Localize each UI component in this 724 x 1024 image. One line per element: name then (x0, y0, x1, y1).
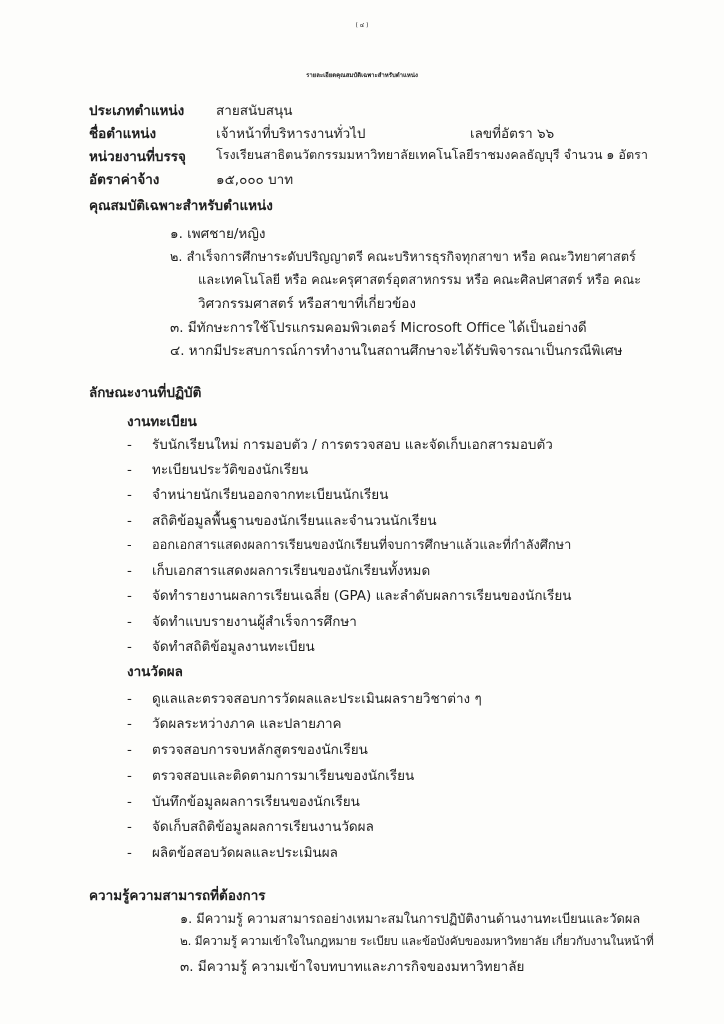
duties-heading: ลักษณะงานที่ปฏิบัติ (89, 385, 202, 401)
qualification-item: ๓. มีทักษะการใช้โปรแกรมคอมพิวเตอร์ Microsoft Office ได้เป็นอย่างดี (170, 320, 587, 336)
qualifications-heading: คุณสมบัติเฉพาะสำหรับตำแหน่ง (89, 198, 273, 214)
duty-item: - จำหน่ายนักเรียนออกจากทะเบียนนักเรียน (127, 487, 389, 503)
duty-item: - ทะเบียนประวัติของนักเรียน (127, 462, 309, 478)
registration-heading: งานทะเบียน (127, 414, 197, 430)
rate-number: เลขที่อัตรา ๖๖ (470, 126, 555, 142)
evaluation-heading: งานวัดผล (127, 664, 183, 680)
duty-item: - ออกเอกสารแสดงผลการเรียนของนักเรียนที่จบการศึกษาแล้วและที่กำลังศึกษา (127, 538, 572, 553)
unit-value: โรงเรียนสาธิตนวัตกรรมมหาวิทยาลัยเทคโนโลยีราชมงคลธัญบุรี จำนวน ๑ อัตรา (216, 147, 649, 162)
knowledge-item: ๑. มีความรู้ ความสามารถอย่างเหมาะสมในการปฏิบัติงานด้านงานทะเบียนและวัดผล (180, 912, 641, 927)
qualification-item-cont: วิศวกรรมศาสตร์ หรือสาขาที่เกี่ยวข้อง (198, 296, 416, 312)
knowledge-item: ๓. มีความรู้ ความเข้าใจบทบาทและภารกิจของมหาวิทยาลัย (180, 959, 525, 975)
duty-item: - เก็บเอกสารแสดงผลการเรียนของนักเรียนทั้งหมด (127, 563, 431, 579)
duty-item: - วัดผลระหว่างภาค และปลายภาค (127, 716, 342, 732)
type-value: สายสนับสนุน (216, 103, 293, 119)
qualification-item: ๔. หากมีประสบการณ์การทำงานในสถานศึกษาจะได้รับพิจารณาเป็นกรณีพิเศษ (170, 343, 623, 359)
duty-item: - ตรวจสอบและติดตามการมาเรียนของนักเรียน (127, 768, 415, 784)
qualification-item-cont: และเทคโนโลยี หรือ คณะครุศาสตร์อุตสาหกรรม หรือ คณะศิลปศาสตร์ หรือ คณะ (198, 273, 641, 288)
page-title: รายละเอียดคุณสมบัติเฉพาะสำหรับตำแหน่ง (306, 72, 418, 79)
duty-item: - ตรวจสอบการจบหลักสูตรของนักเรียน (127, 742, 368, 758)
type-label: ประเภทตำแหน่ง (89, 103, 185, 119)
knowledge-heading: ความรู้ความสามารถที่ต้องการ (89, 888, 266, 904)
qualification-item: ๑. เพศชาย/หญิง (170, 226, 266, 242)
page-number: ( ๔ ) (355, 22, 369, 29)
duty-item: - สถิติข้อมูลพื้นฐานของนักเรียนและจำนวนนักเรียน (127, 513, 437, 529)
salary-value: ๑๕,๐๐๐ บาท (216, 172, 294, 188)
duty-item: - บันทึกข้อมูลผลการเรียนของนักเรียน (127, 794, 360, 810)
position-label: ชื่อตำแหน่ง (89, 126, 157, 142)
duty-item: - จัดทำแบบรายงานผู้สำเร็จการศึกษา (127, 614, 357, 630)
unit-label: หน่วยงานที่บรรจุ (89, 149, 186, 165)
duty-item: - จัดทำสถิติข้อมูลงานทะเบียน (127, 639, 315, 655)
qualification-item: ๒. สำเร็จการศึกษาระดับปริญญาตรี คณะบริหารธุรกิจทุกสาขา หรือ คณะวิทยาศาสตร์ (170, 250, 636, 265)
duty-item: - รับนักเรียนใหม่ การมอบตัว / การตรวจสอบ และจัดเก็บเอกสารมอบตัว (127, 437, 553, 453)
duty-item: - ดูแลและตรวจสอบการวัดผลและประเมินผลรายวิชาต่าง ๆ (127, 691, 482, 707)
knowledge-item: ๒. มีความรู้ ความเข้าใจในกฎหมาย ระเบียบ และข้อบังคับของมหาวิทยาลัย เกี่ยวกับงานในหน้าที่ (180, 934, 654, 948)
position-value: เจ้าหน้าที่บริหารงานทั่วไป (216, 126, 366, 142)
duty-item: - ผลิตข้อสอบวัดผลและประเมินผล (127, 845, 338, 861)
duty-item: - จัดเก็บสถิติข้อมูลผลการเรียนงานวัดผล (127, 819, 374, 835)
salary-label: อัตราค่าจ้าง (89, 172, 160, 188)
duty-item: - จัดทำรายงานผลการเรียนเฉลี่ย (GPA) และลำดับผลการเรียนของนักเรียน (127, 588, 572, 604)
